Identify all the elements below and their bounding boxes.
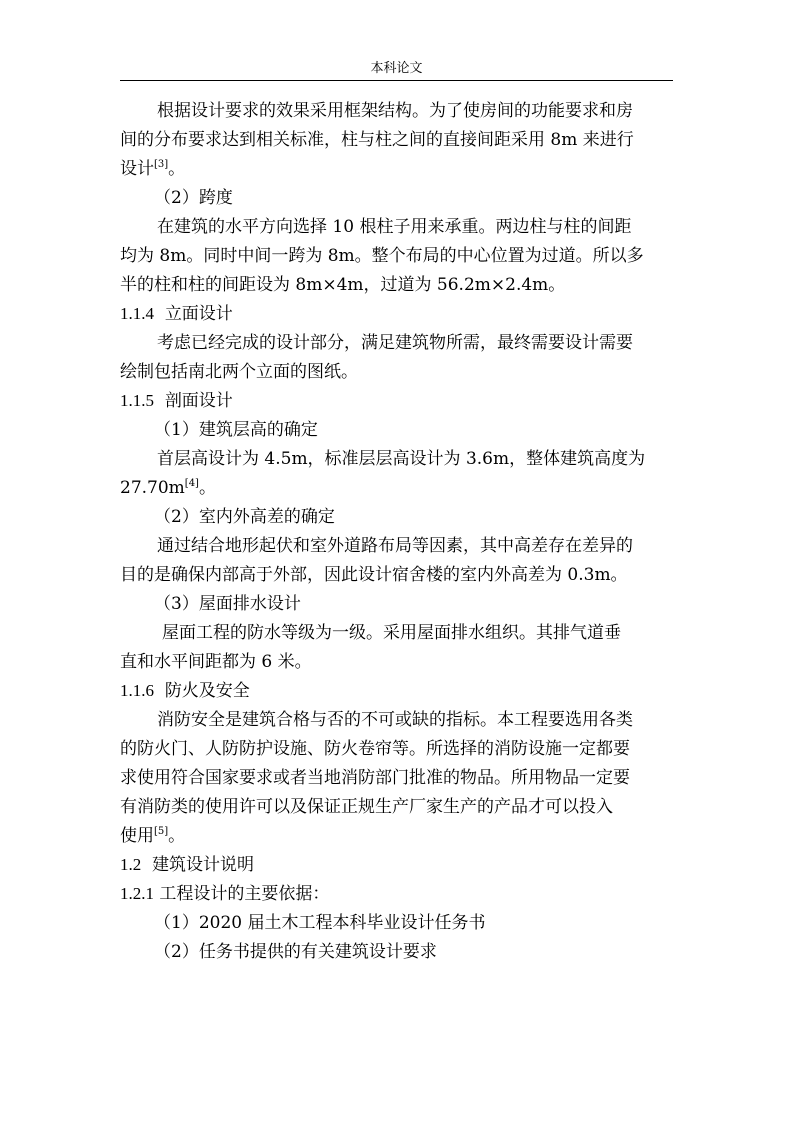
para-line: 间的分布要求达到相关标准，柱与柱之间的直接间距采用 8m 来进行 [120, 130, 634, 150]
para-line: 消防安全是建筑合格与否的不可或缺的指标。本工程要选用各类 [157, 710, 633, 730]
para-line: 27.70m[4]。 [120, 478, 216, 498]
para-line: 求使用符合国家要求或者当地消防部门批准的物品。所用物品一定要 [120, 768, 630, 788]
para-line: 在建筑的水平方向选择 10 根柱子用来承重。两边柱与柱的间距 [157, 217, 632, 237]
header-rule [120, 80, 673, 81]
item-label: （2）任务书提供的有关建筑设计要求 [154, 942, 437, 962]
running-header: 本科论文 [370, 61, 423, 76]
section-heading: 1.1.5 剖面设计 [120, 391, 233, 411]
item-label: （2）室内外高差的确定 [154, 507, 335, 527]
para-line: 目的是确保内部高于外部，因此设计宿舍楼的室内外高差为 0.3m。 [120, 565, 628, 585]
section-heading: 1.1.6 防火及安全 [120, 681, 250, 701]
item-label: （1）建筑层高的确定 [154, 420, 318, 440]
para-line: 均为 8m。同时中间一跨为 8m。整个布局的中心位置为过道。所以多 [120, 246, 644, 266]
para-line: 直和水平间距都为 6 米。 [120, 652, 312, 672]
item-label: （1）2020 届土木工程本科毕业设计任务书 [154, 913, 486, 933]
para-line: 的防火门、人防防护设施、防火卷帘等。所选择的消防设施一定都要 [120, 739, 630, 759]
para-line: 半的柱和柱的间距设为 8m×4m，过道为 56.2m×2.4m。 [120, 275, 566, 295]
section-heading: 1.2 建筑设计说明 [120, 855, 255, 875]
item-label: （3）屋面排水设计 [154, 594, 301, 614]
citation-ref: [4] [184, 478, 199, 489]
para-line: 设计[3]。 [120, 159, 186, 179]
para-line: 首层高设计为 4.5m，标准层层高设计为 3.6m，整体建筑高度为 [157, 449, 646, 469]
para-line: 使用[5]。 [120, 826, 186, 846]
para-line: 考虑已经完成的设计部分，满足建筑物所需，最终需要设计需要 [157, 333, 633, 353]
para-line: 绘制包括南北两个立面的图纸。 [120, 362, 358, 382]
para-line: 通过结合地形起伏和室外道路布局等因素，其中高差存在差异的 [157, 536, 633, 556]
para-line: 根据设计要求的效果采用框架结构。为了使房间的功能要求和房 [157, 101, 633, 121]
section-heading: 1.2.1 工程设计的主要依据： [120, 884, 330, 904]
section-heading: 1.1.4 立面设计 [120, 304, 233, 324]
citation-ref: [3] [154, 159, 169, 170]
citation-ref: [5] [154, 826, 169, 837]
para-line: 有消防类的使用许可以及保证正规生产厂家生产的产品才可以投入 [120, 797, 613, 817]
para-line: 屋面工程的防水等级为一级。采用屋面排水组织。其排气道垂 [162, 623, 621, 643]
item-label: （2）跨度 [154, 188, 233, 208]
